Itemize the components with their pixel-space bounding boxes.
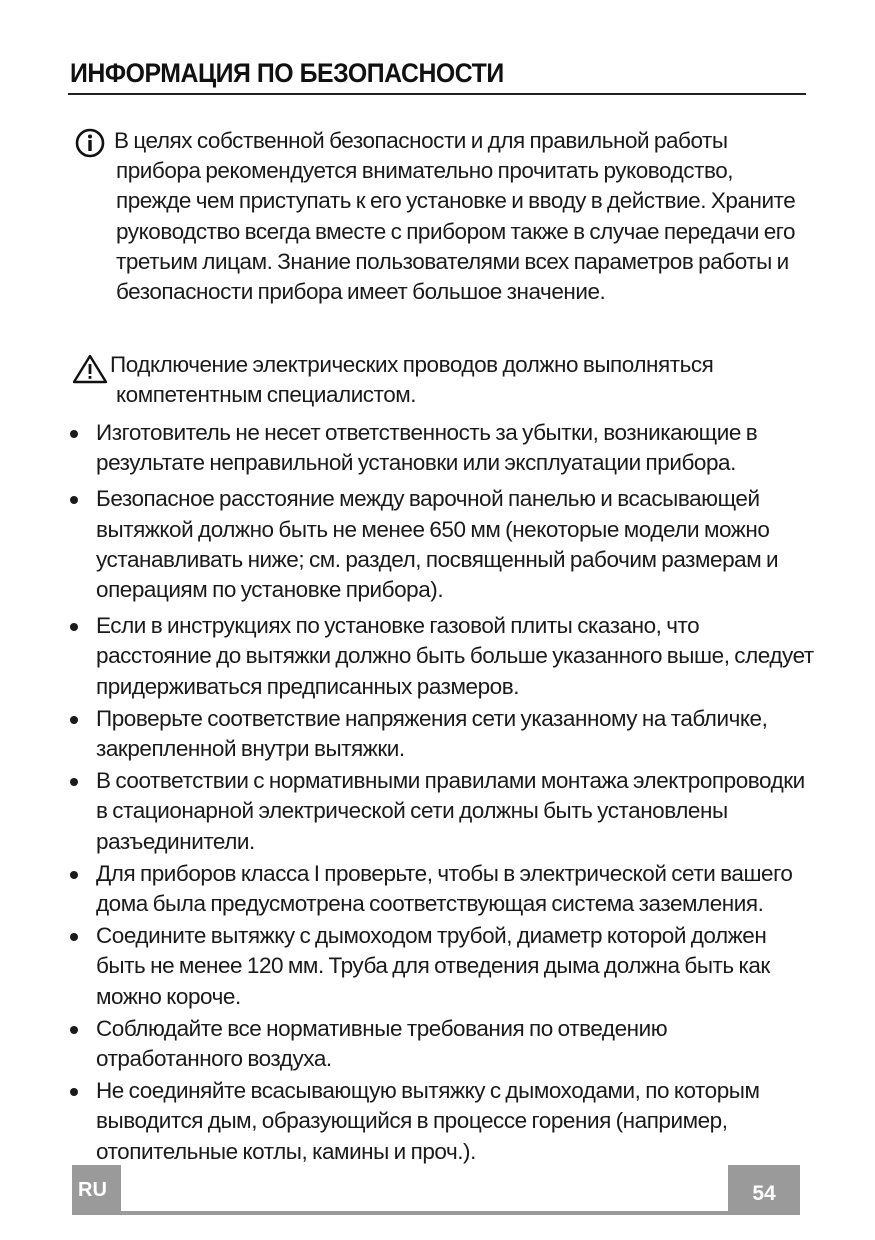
page-title: ИНФОРМАЦИЯ ПО БЕЗОПАСНОСТИ (70, 58, 504, 88)
safety-list (66, 418, 818, 1167)
list-item (66, 1076, 818, 1167)
list-item-text: В соответствии с нормативными правилами монтажа электропроводки в стационарной электрической сети должны быть установлены разъединители. (96, 768, 805, 854)
bullet-icon (70, 778, 78, 786)
info-note-text: В целях собственной безопасности и для правильной работы прибора рекомендуется внимательно прочитать руководство, прежде чем приступать к его установке и вводу в действие. Храните руководство всегда вместе с прибором также в случае передачи его третьим лицам. Знание пользователями всех параметров работы и безопасности прибора имеет большое значение. (114, 128, 796, 305)
warning-icon (72, 354, 108, 384)
warning-note-text: Подключение электрических проводов должно выполняться компетентным специалистом. (110, 352, 714, 408)
list-item (66, 484, 818, 605)
list-item-text: Проверьте соответствие напряжения сети указанному на табличке, закрепленной внутри вытяжки. (96, 705, 768, 762)
info-icon (72, 128, 108, 158)
list-item (66, 1014, 818, 1074)
title-divider (68, 93, 806, 95)
bullet-icon (70, 933, 78, 941)
page-number: 54 (752, 1182, 776, 1205)
list-item (66, 859, 818, 919)
language-tab (72, 1165, 121, 1215)
bullet-icon (70, 430, 78, 438)
list-item-text: Изготовитель не несет ответственность за убытки, возникающие в результате неправильной установки или эксплуатации прибора. (96, 420, 758, 476)
warning-note (72, 350, 812, 410)
list-item-text: Соедините вытяжку с дымоходом трубой, диаметр которой должен быть не менее 120 мм. Труба для отведения дыма должна быть как можно короче. (96, 923, 770, 1009)
bullet-icon (70, 1088, 78, 1096)
list-item (66, 921, 818, 1012)
bullet-icon (70, 496, 78, 504)
list-item-text: Если в инструкциях по установке газовой плиты сказано, что расстояние до вытяжки должно быть больше указанного выше, следует придерживаться предписанных размеров. (96, 613, 814, 699)
language-label: RU (78, 1179, 107, 1201)
list-item (66, 766, 818, 857)
bullet-icon (70, 1026, 78, 1034)
list-item-text: Безопасное расстояние между варочной панелью и всасывающей вытяжкой должно быть не менее 650 мм (некоторые модели можно устанавливать ниже; см. раздел, посвященный рабочим размерам и операциям по установке прибора). (96, 486, 779, 603)
info-note (72, 126, 812, 307)
list-item-text: Не соединяйте всасывающую вытяжку с дымоходами, по которым выводится дым, образующийся в процессе горения (например, отопительные котлы, камины и проч.). (96, 1078, 760, 1164)
bullet-icon (70, 716, 78, 724)
page-number-tab (728, 1165, 800, 1215)
list-item (66, 704, 818, 764)
list-item (66, 611, 818, 702)
bullet-icon (70, 871, 78, 879)
list-item-text: Для приборов класса I проверьте, чтобы в электрической сети вашего дома была предусмотрена соответствующая система заземления. (96, 860, 793, 917)
list-item-text: Соблюдайте все нормативные требования по отведению отработанного воздуха. (96, 1015, 668, 1072)
footer-bar (72, 1211, 800, 1215)
list-item (66, 418, 818, 478)
bullet-icon (70, 623, 78, 631)
